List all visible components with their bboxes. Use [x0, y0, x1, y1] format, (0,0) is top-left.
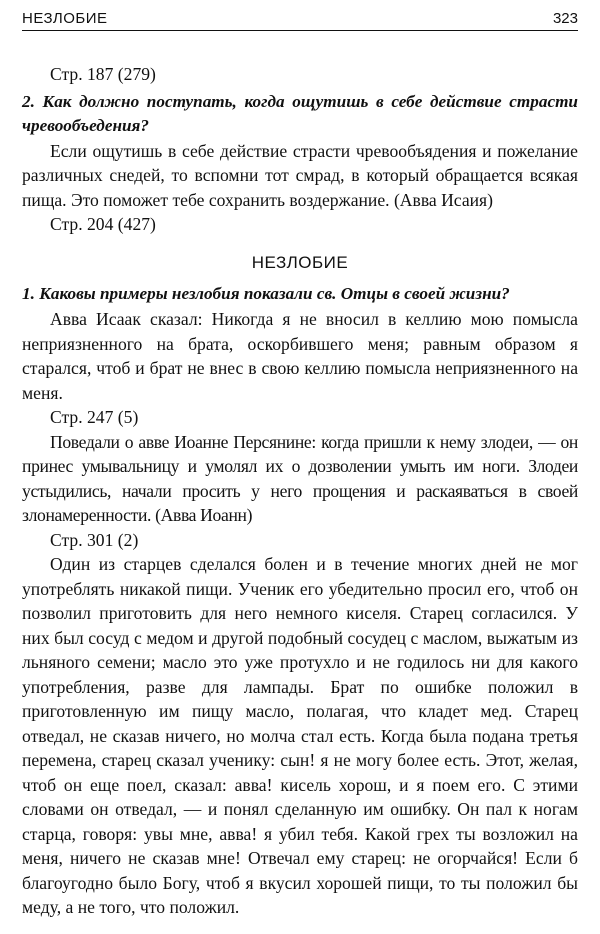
source-reference: Стр. 301 (2): [50, 529, 139, 550]
source-reference: Стр. 247 (5): [50, 407, 139, 427]
page-number: 323: [552, 10, 578, 27]
paragraph: Один из старцев сделался болен и в течение многих дней не мог употреблять никакой пищи. Ученик его убедительно просил его, чтоб он позволил приготовить для него немного киселя. Старец согласился. У них был сосуд с медом и другой подобный сосудец с маслом, выжатым из льняного семени; масло это уже протухло и не годилось ни для какого употребления, разве для лампады. Брат по ошибке положил в приготовленную им пищу масло, полагая, что кладет мед. Старец отведал, не сказав ничего, но молча стал есть. Когда была подана третья перемена, старец сказал ученику: сын! я не могу более есть. Этот, желая, чтоб он еще поел, сказал: авва! кисель хорош, и я поем его. С этими словами он отведал, — и понял сделанную им ошибку. Он пал к ногам старца, говоря: увы мне, авва! я убил тебя. Какой грех ты возложил на меня, ничего не сказав мне! Отвечал ему старец: не огорчайся! Если б благоугодно было Богу, чтоб я вкусил хорошей пищи, то ты положил бы меду, а не того, что положил.: [22, 554, 578, 917]
running-head-title: НЕЗЛОБИЕ: [22, 10, 108, 27]
paragraph: Авва Исаак сказал: Никогда я не вносил в келлию мою помысла неприязненного на брата, оскорбившего меня; равным образом я старался, чтоб и брат не внес в свою келлию помысла неприязненного на меня.: [22, 309, 578, 403]
paragraph: Если ощутишь в себе действие страсти чревообъядения и пожелание различных снедей, то вспомни тот смрад, в который обращается всякая пища. Это поможет тебе сохранить воздержание. (Авва Исаия): [22, 140, 578, 210]
paragraph: Поведали о авве Иоанне Персянине: когда пришли к нему злодеи, — он принес умывальницу и умолял их о дозволении умыть им ноги. Злодеи устыдились, начали просить у него прощения и раскаяваться в своей злонамеренности. (Авва Иоанн): [22, 431, 578, 525]
page-body: [22, 62, 578, 920]
question-heading: 1. Каковы примеры незлобия показали св. Отцы в своей жизни?: [22, 283, 510, 303]
section-title: НЕЗЛОБИЕ: [251, 252, 349, 272]
running-head: [22, 8, 578, 31]
source-reference: Стр. 204 (427): [50, 214, 156, 234]
question-heading: 2. Как должно поступать, когда ощутишь в себе действие страсти чревообъедения?: [22, 91, 578, 135]
source-reference: Стр. 187 (279): [50, 64, 156, 84]
